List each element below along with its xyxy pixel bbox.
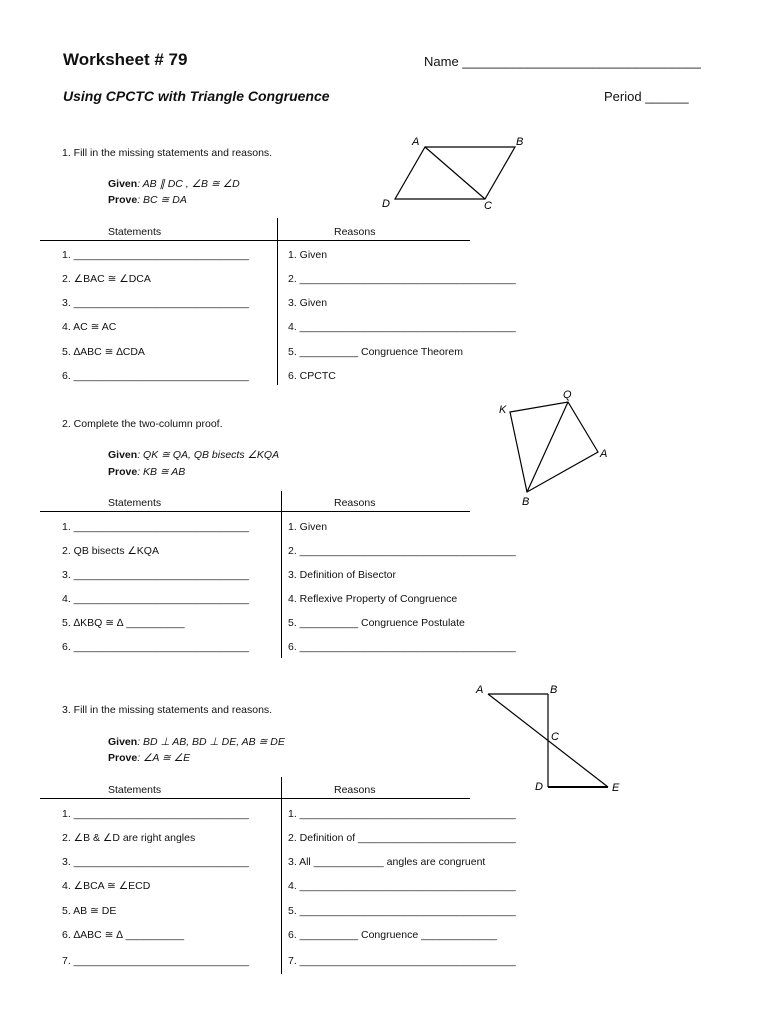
prove-text: : KB ≅ AB	[137, 466, 186, 478]
vertex-label-c: C	[484, 200, 492, 212]
problem-3-prove	[108, 752, 190, 764]
prove-text: : BC ≅ DA	[137, 194, 187, 206]
statements-header: Statements	[108, 226, 162, 238]
page-title: Worksheet # 79	[63, 50, 188, 69]
statement-row[interactable]: 3. ______________________________	[62, 569, 249, 581]
reason-row[interactable]: 6. __________ Congruence _____________	[288, 929, 498, 941]
statement-row: 4. AC ≅ AC	[62, 321, 117, 333]
vertex-label-k: K	[499, 404, 507, 416]
statement-row: 2. ∠B & ∠D are right angles	[62, 832, 196, 844]
reason-row[interactable]: 4. _____________________________________	[288, 321, 516, 333]
reason-row: 4. Reflexive Property of Congruence	[288, 593, 458, 605]
reason-row[interactable]: 2. _____________________________________	[288, 545, 516, 557]
given-text: : AB ∥ DC , ∠B ≅ ∠D	[137, 178, 240, 190]
reason-row: 3. Definition of Bisector	[288, 569, 396, 581]
statement-row: 4. ∠BCA ≅ ∠ECD	[62, 880, 151, 892]
reason-row[interactable]: 2. _____________________________________	[288, 273, 516, 285]
reason-row[interactable]: 6. _____________________________________	[288, 641, 516, 653]
reason-row[interactable]: 5. _____________________________________	[288, 905, 516, 917]
statement-row[interactable]: 6. ∆ABC ≅ ∆ __________	[62, 929, 185, 941]
problem-3-figure	[470, 680, 630, 800]
reasons-header: Reasons	[334, 226, 376, 238]
problem-1-figure	[380, 132, 530, 212]
statement-row: 5. AB ≅ DE	[62, 905, 117, 917]
statement-row[interactable]: 1. ______________________________	[62, 521, 249, 533]
vertex-label-b: B	[522, 496, 530, 508]
statement-row[interactable]: 6. ______________________________	[62, 641, 249, 653]
vertex-label-c: C	[551, 731, 559, 743]
reasons-header: Reasons	[334, 784, 376, 796]
reason-row[interactable]: 4. _____________________________________	[288, 880, 516, 892]
statements-header: Statements	[108, 784, 162, 796]
reason-row: 1. Given	[288, 249, 328, 261]
given-label: Given	[108, 449, 138, 461]
table-rule	[40, 240, 470, 241]
reason-row[interactable]: 1. _____________________________________	[288, 808, 516, 820]
problem-2-figure	[495, 385, 620, 510]
name-field[interactable]: Name _________________________________	[424, 54, 701, 69]
prove-label: Prove	[108, 194, 138, 206]
statement-row: 5. ∆ABC ≅ ∆CDA	[62, 346, 145, 358]
column-divider	[281, 777, 282, 974]
diagonal-ac	[425, 147, 485, 199]
reason-row: 6. CPCTC	[288, 370, 336, 382]
statement-row: 2. QB bisects ∠KQA	[62, 545, 159, 557]
problem-2-instruction: 2. Complete the two-column proof.	[62, 418, 223, 430]
column-divider	[281, 491, 282, 658]
statement-row[interactable]: 3. ______________________________	[62, 297, 249, 309]
reason-row[interactable]: 7. _____________________________________	[288, 955, 516, 967]
vertex-label-q: Q	[563, 389, 572, 401]
prove-label: Prove	[108, 466, 138, 478]
page-subtitle: Using CPCTC with Triangle Congruence	[63, 88, 330, 104]
vertex-label-a: A	[600, 448, 608, 460]
table-rule	[40, 511, 470, 512]
problem-1-prove	[108, 194, 187, 206]
vertex-label-b: B	[516, 136, 524, 148]
vertex-label-e: E	[612, 782, 620, 794]
reason-row: 1. Given	[288, 521, 328, 533]
segment-qb	[527, 402, 568, 492]
statement-row[interactable]: 5. ∆KBQ ≅ ∆ __________	[62, 617, 185, 629]
given-label: Given	[108, 178, 138, 190]
reason-row[interactable]: 5. __________ Congruence Postulate	[288, 617, 465, 629]
reason-row[interactable]: 5. __________ Congruence Theorem	[288, 346, 463, 358]
vertex-label-d: D	[382, 198, 390, 210]
column-divider	[277, 218, 278, 385]
reasons-header: Reasons	[334, 497, 376, 509]
statement-row[interactable]: 6. ______________________________	[62, 370, 249, 382]
problem-2-given	[108, 449, 279, 461]
statements-header: Statements	[108, 497, 162, 509]
prove-text: : ∠A ≅ ∠E	[137, 752, 191, 764]
table-rule	[40, 798, 470, 799]
vertex-label-a: A	[412, 136, 420, 148]
statement-row[interactable]: 1. ______________________________	[62, 249, 249, 261]
period-field[interactable]: Period ______	[604, 89, 689, 104]
vertex-label-d: D	[535, 781, 543, 793]
given-label: Given	[108, 736, 138, 748]
vertex-label-a: A	[476, 684, 484, 696]
statement-row: 2. ∠BAC ≅ ∠DCA	[62, 273, 151, 285]
vertex-label-b: B	[550, 684, 558, 696]
problem-2-prove	[108, 466, 185, 478]
given-text: : BD ⊥ AB, BD ⊥ DE, AB ≅ DE	[137, 736, 285, 748]
statement-row[interactable]: 7. ______________________________	[62, 955, 249, 967]
reason-row: 3. Given	[288, 297, 328, 309]
statement-row[interactable]: 1. ______________________________	[62, 808, 249, 820]
problem-3-given	[108, 736, 285, 748]
statement-row[interactable]: 3. ______________________________	[62, 856, 249, 868]
prove-label: Prove	[108, 752, 138, 764]
problem-1-instruction: 1. Fill in the missing statements and reasons.	[62, 147, 273, 159]
statement-row[interactable]: 4. ______________________________	[62, 593, 249, 605]
reason-row[interactable]: 2. Definition of ___________________________	[288, 832, 516, 844]
given-text: : QK ≅ QA, QB bisects ∠KQA	[137, 449, 280, 461]
kite-kqab	[510, 402, 598, 492]
problem-3-instruction: 3. Fill in the missing statements and reasons.	[62, 704, 273, 716]
problem-1-given	[108, 178, 240, 190]
reason-row[interactable]: 3. All ____________ angles are congruent	[288, 856, 486, 868]
